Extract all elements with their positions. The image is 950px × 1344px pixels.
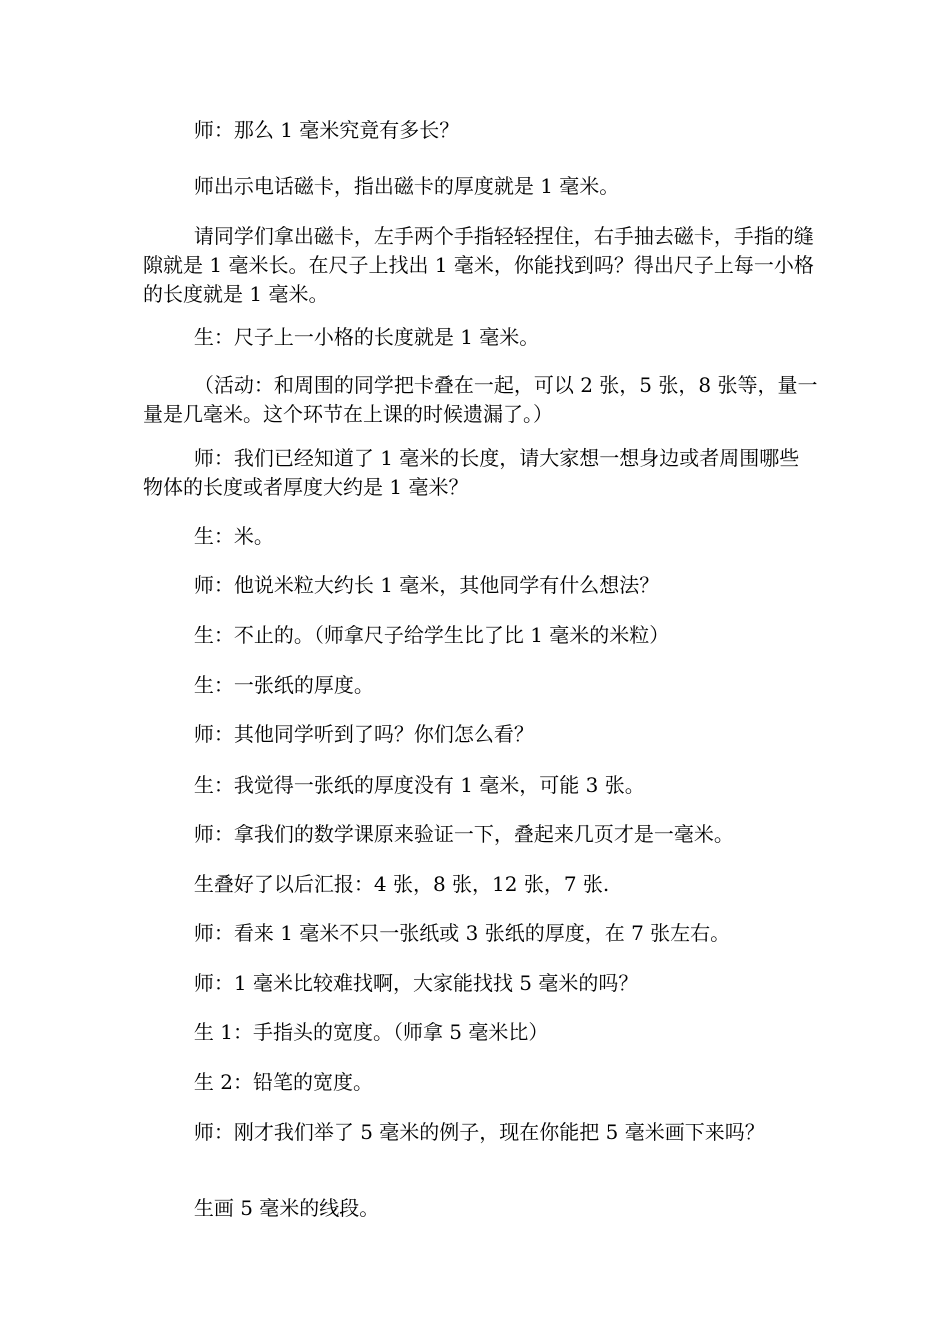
paragraph-18: 生 2：铅笔的宽度。 xyxy=(143,1070,373,1094)
paragraph-15: 师：看来 1 毫米不只一张纸或 3 张纸的厚度，在 7 张左右。 xyxy=(143,921,731,945)
paragraph-16: 师：1 毫米比较难找啊，大家能找找 5 毫米的吗？ xyxy=(143,971,639,995)
paragraph-10: 生：一张纸的厚度。 xyxy=(143,673,374,697)
paragraph-3: 请同学们拿出磁卡，左手两个手指轻轻捏住，右手抽去磁卡，手指的缝隙就是 1 毫米长。在尺子上找出 1 毫米，你能找到吗？得出尺子上每一小格的长度就是 1 毫米。 xyxy=(143,224,814,306)
paragraph-1: 师：那么 1 毫米究竟有多长？ xyxy=(143,118,460,142)
paragraph-11: 师：其他同学听到了吗？你们怎么看？ xyxy=(143,722,534,746)
paragraph-9: 生：不止的。（师拿尺子给学生比了比 1 毫米的米粒） xyxy=(143,623,670,647)
paragraph-12: 生：我觉得一张纸的厚度没有 1 毫米，可能 3 张。 xyxy=(143,773,645,797)
paragraph-4: 生：尺子上一小格的长度就是 1 毫米。 xyxy=(143,325,540,349)
paragraph-20: 生画 5 毫米的线段。 xyxy=(143,1196,380,1220)
paragraph-2: 师出示电话磁卡，指出磁卡的厚度就是 1 毫米。 xyxy=(143,174,620,198)
paragraph-6: 师：我们已经知道了 1 毫米的长度，请大家想一想身边或者周围哪些物体的长度或者厚度大约是 1 毫米？ xyxy=(143,446,800,499)
paragraph-5: （活动：和周围的同学把卡叠在一起，可以 2 张，5 张，8 张等，量一量是几毫米。这个环节在上课的时候遗漏了。） xyxy=(143,373,818,426)
paragraph-8: 师：他说米粒大约长 1 毫米，其他同学有什么想法？ xyxy=(143,573,660,597)
paragraph-19: 师：刚才我们举了 5 毫米的例子，现在你能把 5 毫米画下来吗？ xyxy=(143,1120,765,1144)
paragraph-7: 生：米。 xyxy=(143,524,274,548)
paragraph-13: 师：拿我们的数学课原来验证一下，叠起来几页才是一毫米。 xyxy=(143,822,734,846)
paragraph-14: 生叠好了以后汇报：4 张，8 张，12 张，7 张. xyxy=(143,872,610,896)
paragraph-17: 生 1：手指头的宽度。（师拿 5 毫米比） xyxy=(143,1020,549,1044)
